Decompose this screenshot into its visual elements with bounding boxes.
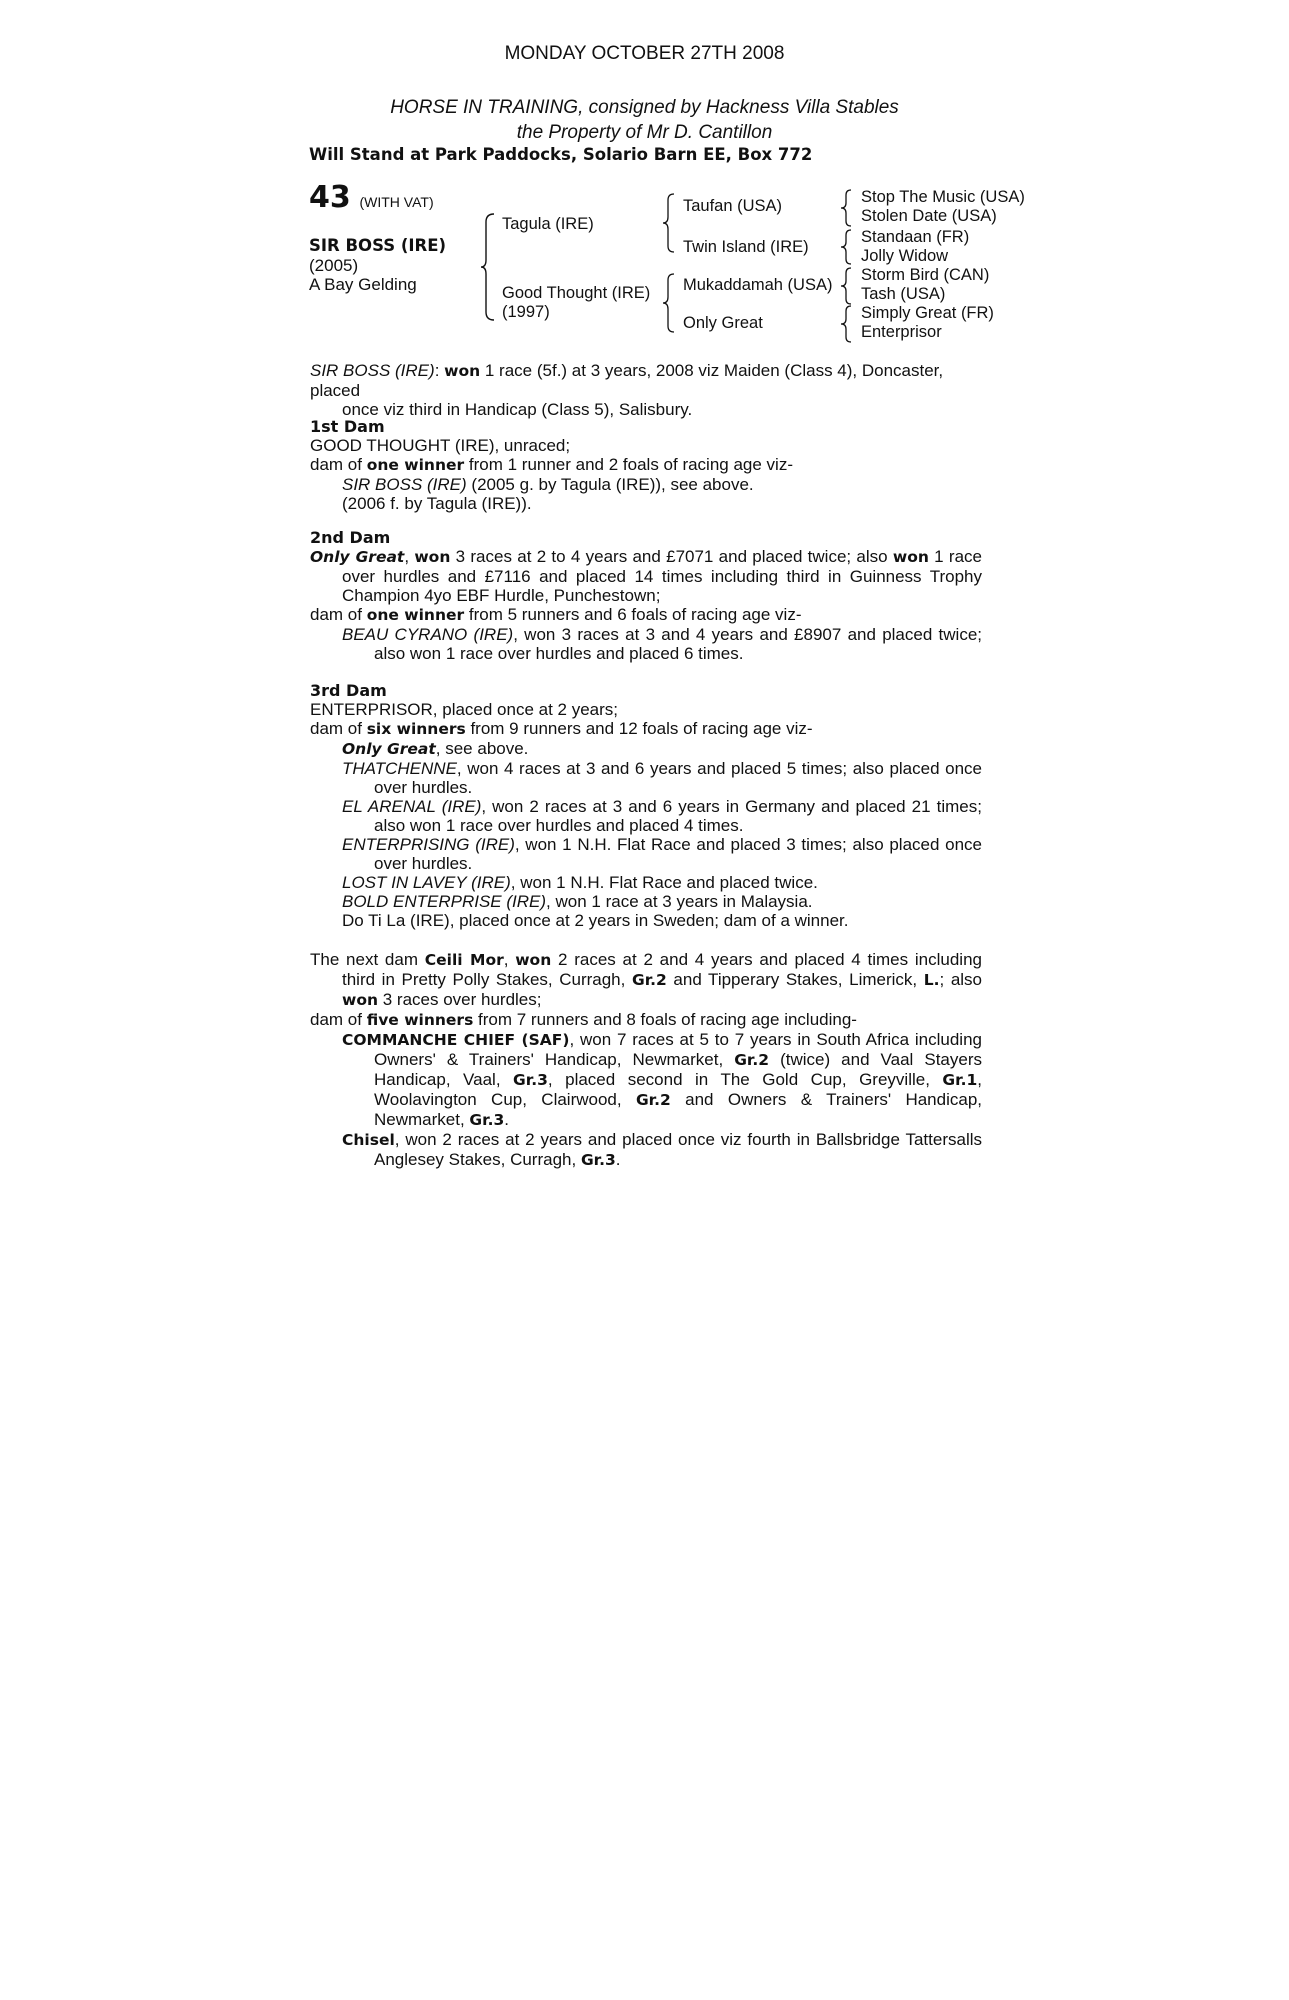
sale-date: MONDAY OCTOBER 27TH 2008 xyxy=(504,43,785,64)
commanche-chief-g2: Gr.3 xyxy=(513,1071,548,1089)
chisel-t1: , won 2 races at 2 years and placed once viz fourth in Ballsbridge Tattersalls Anglesey Stakes, Curragh, xyxy=(374,1130,982,1169)
pedigree-g8: Enterprisor xyxy=(861,323,942,341)
next-dam-listed: L. xyxy=(923,971,940,989)
next-dam-t3: ; also xyxy=(939,970,983,989)
third-dam-p5-text: , won 1 N.H. Flat Race and placed twice. xyxy=(510,873,818,892)
first-dam-section xyxy=(310,417,982,513)
third-dam-p1-text: , see above. xyxy=(435,739,529,758)
next-dam-rest: from 7 runners and 8 foals of racing age including- xyxy=(473,1010,857,1029)
pedigree-dam-dam: Only Great xyxy=(683,314,763,332)
next-dam-t1: 2 races at 2 and 4 years and placed 4 times including third in Pretty Polly Stakes, Curragh, xyxy=(342,950,982,989)
first-dam-foal2: (2006 f. by Tagula (IRE)). xyxy=(342,494,532,513)
third-dam-p7: Do Ti La (IRE), placed once at 2 years in Sweden; dam of a winner. xyxy=(342,911,849,930)
second-dam-name: Only Great xyxy=(310,548,405,566)
chisel-t2: . xyxy=(615,1150,621,1169)
third-dam-rest: from 9 runners and 12 foals of racing age viz- xyxy=(465,719,813,738)
first-dam-dam-of: dam of xyxy=(310,455,367,474)
pedigree-sire-dam: Twin Island (IRE) xyxy=(683,238,809,256)
second-dam-dam-of: dam of xyxy=(310,605,367,624)
pedigree-g5: Storm Bird (CAN) xyxy=(861,266,990,284)
next-dam-dam-of: dam of xyxy=(310,1010,367,1029)
commanche-chief-t5: and Owners & Trainers' Handicap, Newmarket, xyxy=(374,1090,982,1129)
stand-location: Will Stand at Park Paddocks, Solario Barn EE, Box 772 xyxy=(309,145,813,164)
pedigree-brace-g1 xyxy=(840,188,854,228)
third-dam-p3-text: , won 2 races at 3 and 6 years in Germany and placed 21 times; also won 1 race over hurdles and placed 4 times. xyxy=(374,797,982,835)
commanche-chief-g1: Gr.2 xyxy=(734,1051,770,1069)
horse-year: (2005) xyxy=(309,256,359,275)
second-dam-text1: 3 races at 2 to 4 years and £7071 and placed twice; also xyxy=(450,547,893,566)
third-dam-p5-name: LOST IN LAVEY (IRE) xyxy=(342,873,511,892)
next-dam-t2: and Tipperary Stakes, Limerick, xyxy=(666,970,924,989)
horse-description: A Bay Gelding xyxy=(309,275,417,294)
summary-text-b: once viz third in Handicap (Class 5), Salisbury. xyxy=(342,400,693,419)
pedigree-sire-sire: Taufan (USA) xyxy=(683,197,783,215)
next-dam-won1: won xyxy=(515,951,552,969)
pedigree-brace-g2 xyxy=(840,228,854,266)
first-dam-foal1-rest: (2005 g. by Tagula (IRE)), see above. xyxy=(466,475,754,494)
pedigree-dam-sire: Mukaddamah (USA) xyxy=(683,276,833,294)
first-dam-line1: GOOD THOUGHT (IRE), unraced; xyxy=(310,436,571,455)
lot-header xyxy=(309,180,434,215)
commanche-chief-t4: , Woolavington Cup, Clairwood, xyxy=(374,1070,982,1109)
commanche-chief-g3: Gr.1 xyxy=(942,1071,978,1089)
summary-text-a: 1 race (5f.) at 3 years, 2008 viz Maiden (Class 4), Doncaster, placed xyxy=(310,361,944,400)
next-dam-name: Ceili Mor xyxy=(424,951,504,969)
third-dam-dam-of: dam of xyxy=(310,719,367,738)
commanche-chief-t6: . xyxy=(504,1110,509,1129)
chisel-g1: Gr.3 xyxy=(580,1151,616,1169)
commanche-chief-t2: (twice) and Vaal Stayers Handicap, Vaal, xyxy=(374,1050,982,1089)
pedigree-g6: Tash (USA) xyxy=(861,285,946,303)
pedigree-g7: Simply Great (FR) xyxy=(861,304,994,322)
next-dam-t4: 3 races over hurdles; xyxy=(378,990,542,1009)
pedigree-dam-year: (1997) xyxy=(502,303,550,321)
first-dam-winners: one winner xyxy=(366,456,465,474)
next-dam-won2: won xyxy=(342,991,379,1009)
pedigree-brace-g3 xyxy=(840,266,854,306)
commanche-chief-g4: Gr.2 xyxy=(635,1091,671,1109)
next-dam-gr1: Gr.2 xyxy=(631,971,667,989)
summary-name: SIR BOSS (IRE) xyxy=(310,361,435,380)
third-dam-p2-text: , won 4 races at 3 and 6 years and placed 5 times; also placed once over hurdles. xyxy=(374,759,982,797)
third-dam-section xyxy=(310,681,982,930)
consignment-line-1: HORSE IN TRAINING, consigned by Hackness Villa Stables xyxy=(390,97,899,118)
second-dam-section: 2nd Dam Only Great, won 3 races at 2 to 4 years and £7071 and placed twice; also won 1 race over hurdles and £7116 and placed 14 times including third in Guinness Trophy Champion 4yo EBF Hurdle, Punchestown; dam of one winner from 5 runners and 6 foals of racing age viz- BEAU CYRANO (IRE), won 3 races at 3 and 4 years and £8907 and placed twice; also won 1 race over hurdles and placed 6 times. xyxy=(310,528,983,663)
pedigree-sire: Tagula (IRE) xyxy=(502,215,594,233)
second-dam-heading: 2nd Dam xyxy=(310,528,391,547)
third-dam-winners: six winners xyxy=(366,720,466,738)
first-dam-foal1-name: SIR BOSS (IRE) xyxy=(342,475,467,494)
second-dam-rest: from 5 runners and 6 foals of racing age viz- xyxy=(464,605,802,624)
third-dam-heading: 3rd Dam xyxy=(310,681,387,700)
third-dam-p6-text: , won 1 race at 3 years in Malaysia. xyxy=(546,892,813,911)
third-dam-p4-text: , won 1 N.H. Flat Race and placed 3 times; also placed once over hurdles. xyxy=(374,835,982,873)
next-dam-sep: , xyxy=(503,950,516,969)
pedigree-g1: Stop The Music (USA) xyxy=(861,188,1025,206)
commanche-chief-t3: , placed second in The Gold Cup, Greyville, xyxy=(547,1070,943,1089)
second-dam-progeny-name: BEAU CYRANO (IRE) xyxy=(342,625,514,644)
first-dam-heading: 1st Dam xyxy=(310,417,385,436)
horse-name: SIR BOSS (IRE) xyxy=(309,236,447,255)
pedigree-dam: Good Thought (IRE) xyxy=(502,284,651,302)
lot-vat: (WITH VAT) xyxy=(359,194,434,210)
summary-won: won xyxy=(444,362,481,380)
second-dam-won2: won xyxy=(892,548,929,566)
third-dam-p4-name: ENTERPRISING (IRE) xyxy=(342,835,515,854)
consignment-line-2: the Property of Mr D. Cantillon xyxy=(516,122,773,143)
second-dam-winners: one winner xyxy=(366,606,465,624)
next-dam-winners: five winners xyxy=(366,1011,474,1029)
second-dam-won1: won xyxy=(414,548,451,566)
second-dam-text2: 1 race over hurdles and £7116 and placed 14 times including third in Guinness Trophy Champion 4yo EBF Hurdle, Punchestown; xyxy=(342,547,982,605)
commanche-chief-g5: Gr.3 xyxy=(469,1111,505,1129)
first-dam-rest: from 1 runner and 2 foals of racing age viz- xyxy=(464,455,793,474)
pedigree-g2: Stolen Date (USA) xyxy=(861,207,997,225)
pedigree-g4: Jolly Widow xyxy=(861,247,949,265)
second-dam-progeny-text: , won 3 races at 3 and 4 years and £8907 and placed twice; also won 1 race over hurdles and placed 6 times. xyxy=(374,625,983,663)
pedigree-g3: Standaan (FR) xyxy=(861,228,970,246)
pedigree-brace-sire xyxy=(662,192,678,254)
pedigree-brace-main xyxy=(480,212,500,322)
third-dam-p2-name: THATCHENNE xyxy=(342,759,457,778)
lot-number: 43 xyxy=(309,180,351,215)
third-dam-p3-name: EL ARENAL (IRE) xyxy=(342,797,482,816)
third-dam-p1-name: Only Great xyxy=(342,740,436,758)
commanche-chief-t1: , won 7 races at 5 to 7 years in South Africa including Owners' & Trainers' Handicap, Newmarket, xyxy=(374,1030,982,1069)
chisel-name: Chisel xyxy=(342,1131,395,1149)
next-dam-intro: The next dam xyxy=(310,950,425,969)
third-dam-line1: ENTERPRISOR, placed once at 2 years; xyxy=(310,700,619,719)
pedigree-brace-g4 xyxy=(840,304,854,344)
race-summary: SIR BOSS (IRE): won 1 race (5f.) at 3 years, 2008 viz Maiden (Class 4), Doncaster, placed once viz third in Handicap (Class 5), Salisbury. xyxy=(310,361,982,419)
commanche-chief-name: COMMANCHE CHIEF (SAF) xyxy=(342,1031,570,1049)
next-dam-section xyxy=(310,950,982,1170)
pedigree-brace-dam xyxy=(662,272,678,334)
third-dam-p6-name: BOLD ENTERPRISE (IRE) xyxy=(342,892,547,911)
